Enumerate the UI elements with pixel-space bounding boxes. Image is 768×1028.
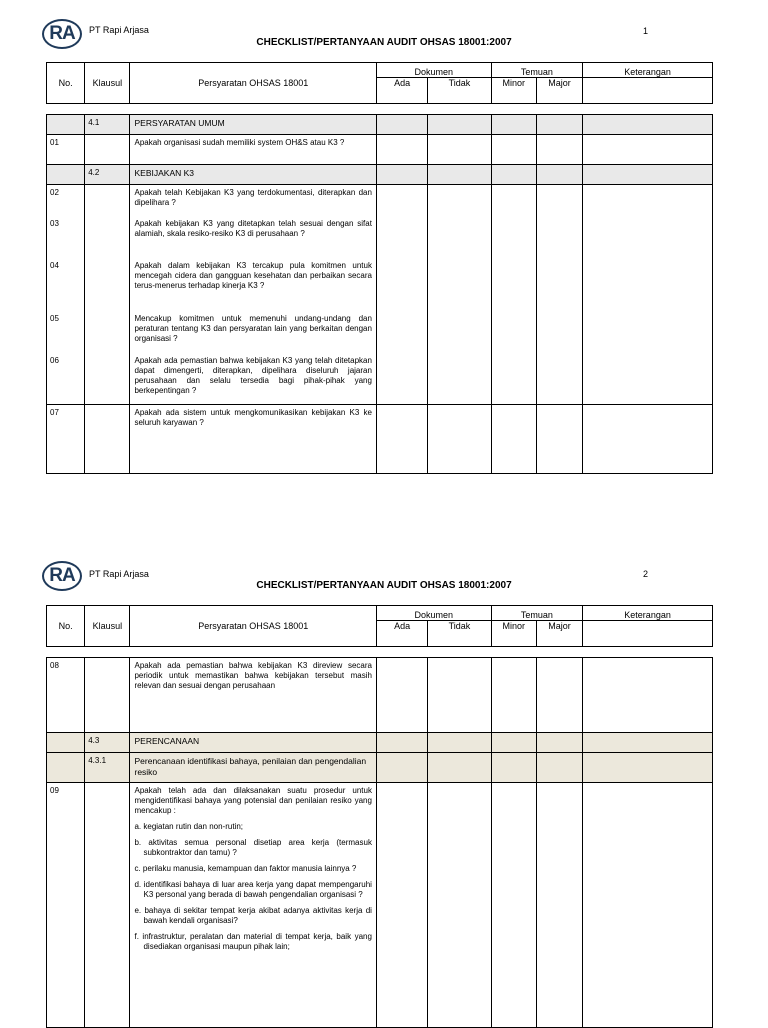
table-row — [47, 135, 713, 165]
row-no: 01 — [47, 135, 85, 165]
header-keterangan: Keterangan — [583, 63, 713, 78]
row-no: 09 — [47, 783, 85, 1028]
header-klausul: Klausul — [85, 63, 130, 104]
row-klausul — [85, 135, 130, 165]
header-major: Major — [536, 78, 582, 104]
header-major: Major — [536, 621, 582, 647]
row-no: 06 — [47, 353, 85, 405]
list-item: e. bahaya di sekitar tempat kerja akibat adanya aktivitas kerja di bawah kendali organisasi? — [134, 906, 372, 925]
table-row — [47, 216, 713, 258]
row-text: Apakah organisasi sudah memiliki system OH&S atau K3 ? — [130, 135, 376, 165]
row-text: Apakah dalam kebijakan K3 tercakup pula komitmen untuk mencegah cidera dan gangguan kesehatan dan perbaikan secara terus-menerus terhadap kinerja K3 ? — [130, 258, 376, 311]
row-no — [47, 733, 85, 753]
list-item: d. identifikasi bahaya di luar area kerja yang dapat mempengaruhi K3 personal yang berada di bawah pengendalian organisasi ? — [134, 880, 372, 899]
row-no: 05 — [47, 311, 85, 353]
header-klausul: Klausul — [85, 606, 130, 647]
document-title: CHECKLIST/PERTANYAAN AUDIT OHSAS 18001:2007 — [256, 580, 512, 591]
company-name: PT Rapi Arjasa — [89, 25, 149, 35]
header-dokumen: Dokumen — [376, 606, 491, 621]
row-text: Apakah telah ada dan dilaksanakan suatu prosedur untuk mengidentifikasi bahaya yang potensial dan penilaian resiko yang mencakup : — [134, 786, 372, 815]
table-row — [47, 115, 713, 135]
row-klausul: 4.1 — [85, 115, 130, 135]
page-number: 1 — [643, 26, 649, 36]
row-no — [47, 753, 85, 783]
header-no: No. — [47, 606, 85, 647]
table-row — [47, 185, 713, 216]
header-no: No. — [47, 63, 85, 104]
table-row — [47, 658, 713, 733]
row-text: Apakah ada sistem untuk mengkomunikasikan kebijakan K3 ke seluruh karyawan ? — [130, 405, 376, 474]
header-ada: Ada — [376, 78, 427, 104]
header-persyaratan: Persyaratan OHSAS 18001 — [130, 63, 376, 104]
row-no — [47, 115, 85, 135]
list-item: a. kegiatan rutin dan non-rutin; — [134, 822, 243, 831]
row-text: Perencanaan identifikasi bahaya, penilaian dan pengendalian resiko — [130, 753, 376, 783]
header-minor: Minor — [491, 621, 536, 647]
header-temuan: Temuan — [491, 63, 583, 78]
table-row — [47, 353, 713, 405]
list-item: b. aktivitas semua personal disetiap area kerja (termasuk subkontraktor dan tamu) ? — [134, 838, 372, 857]
table-row — [47, 165, 713, 185]
checklist-table — [46, 657, 713, 1028]
row-text: KEBIJAKAN K3 — [130, 165, 376, 185]
row-text: Apakah ada pemastian bahwa kebijakan K3 yang telah ditetapkan dapat dimengerti, diterapkan, dipelihara diseluruh jajaran perusahaan dan selalu tersedia bagi pihak-pihak yang berkepentingan ? — [130, 353, 376, 405]
row-text: Apakah ada pemastian bahwa kebijakan K3 direview secara periodik untuk memastikan bahwa kebijakan tersebut masih relevan dan sesuai dengan perusahaan — [130, 658, 376, 733]
row-no: 02 — [47, 185, 85, 216]
row-no: 04 — [47, 258, 85, 311]
row-text: PERENCANAAN — [130, 733, 376, 753]
row-text-block — [130, 783, 376, 1028]
header-ada: Ada — [376, 621, 427, 647]
logo-text: RA — [49, 23, 75, 44]
header-table — [46, 605, 713, 647]
table-row — [47, 733, 713, 753]
page-number: 2 — [643, 569, 649, 579]
table-row — [47, 753, 713, 783]
row-klausul: 4.2 — [85, 165, 130, 185]
header-persyaratan: Persyaratan OHSAS 18001 — [130, 606, 376, 647]
document-title: CHECKLIST/PERTANYAAN AUDIT OHSAS 18001:2007 — [256, 37, 512, 48]
row-no: 08 — [47, 658, 85, 733]
header-dokumen: Dokumen — [376, 63, 491, 78]
table-row — [47, 783, 713, 1028]
row-klausul: 4.3.1 — [85, 753, 130, 783]
list-item: c. perilaku manusia, kemampuan dan faktor manusia lainnya ? — [134, 864, 357, 873]
header-tidak: Tidak — [428, 78, 491, 104]
header-table — [46, 62, 713, 104]
row-text: PERSYARATAN UMUM — [130, 115, 376, 135]
table-row — [47, 258, 713, 311]
header-temuan: Temuan — [491, 606, 583, 621]
checklist-table — [46, 114, 713, 474]
row-no — [47, 165, 85, 185]
table-row — [47, 405, 713, 474]
header-tidak: Tidak — [428, 621, 491, 647]
row-text: Apakah kebijakan K3 yang ditetapkan telah sesuai dengan sifat alamiah, skala resiko-resiko K3 di perusahaan ? — [130, 216, 376, 258]
list-item: f. infrastruktur, peralatan dan material di tempat kerja, baik yang disediakan organisasi maupun pihak lain; — [134, 932, 372, 951]
header-keterangan: Keterangan — [583, 606, 713, 621]
row-no: 07 — [47, 405, 85, 474]
row-klausul: 4.3 — [85, 733, 130, 753]
row-text: Mencakup komitmen untuk memenuhi undang-undang dan peraturan tentang K3 dan persyaratan lain yang berkaitan dengan organisasi ? — [130, 311, 376, 353]
logo-text: RA — [49, 565, 75, 586]
header-minor: Minor — [491, 78, 536, 104]
company-name: PT Rapi Arjasa — [89, 569, 149, 579]
row-no: 03 — [47, 216, 85, 258]
table-row — [47, 311, 713, 353]
row-text: Apakah telah Kebijakan K3 yang terdokumentasi, diterapkan dan dipelihara ? — [130, 185, 376, 216]
